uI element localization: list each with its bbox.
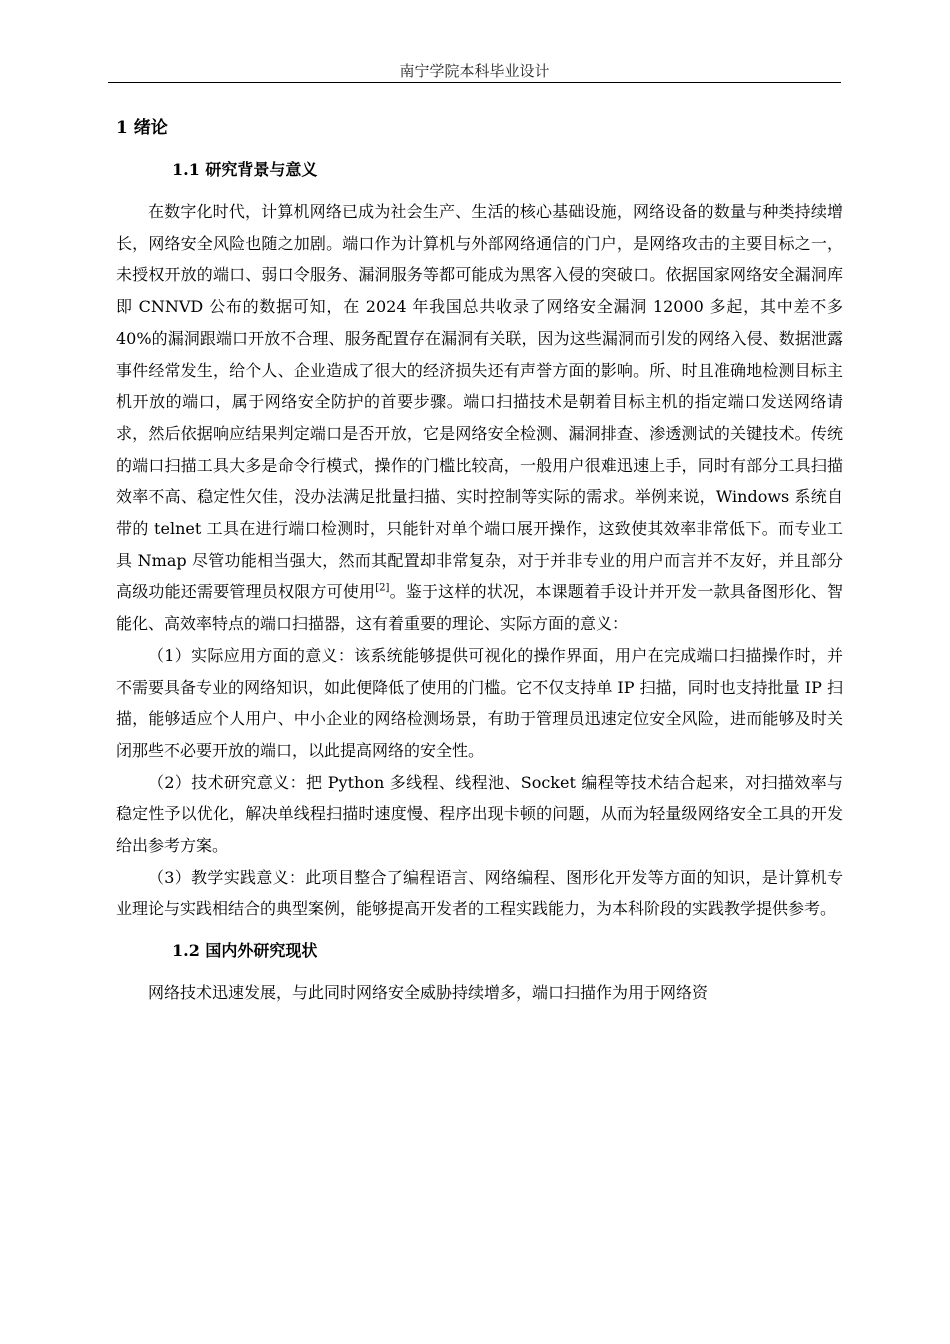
page-header-title: 南宁学院本科毕业设计 <box>399 62 550 80</box>
paragraph-significance-2: （2）技术研究意义：把 Python 多线程、线程池、Socket 编程等技术结合起来，对扫描效率与稳定性予以优化，解决单线程扫描时速度慢、程序出现卡顿的问题，从而为轻量级网络安全工具的开发给出参考方案。 <box>116 772 843 856</box>
section-spacer <box>116 925 843 939</box>
section-heading-1-2: 1.2 国内外研究现状 <box>172 941 318 961</box>
paragraph-significance-3: （3）教学实践意义：此项目整合了编程语言、网络编程、图形化开发等方面的知识，是计算机专业理论与实践相结合的典型案例，能够提高开发者的工程实践能力，为本科阶段的实践教学提供参考。 <box>116 867 843 919</box>
page-content <box>116 116 843 1009</box>
paragraph-significance-1: （1）实际应用方面的意义：该系统能够提供可视化的操作界面，用户在完成端口扫描操作时，并不需要具备专业的网络知识，如此便降低了使用的门槛。它不仅支持单 IP 扫描，同时也支持批量 IP 扫描，能够适应个人用户、中小企业的网络检测场景，有助于管理员迅速定位安全风险，进而能够及时关闭那些不必要开放的端口，以此提高网络的安全性。 <box>116 645 843 760</box>
chapter-heading: 1 绪论 <box>116 118 168 138</box>
citation-marker: [2] <box>375 583 390 595</box>
section-heading-1-1: 1.1 研究背景与意义 <box>172 160 318 179</box>
paragraph-background <box>116 196 843 640</box>
paragraph-background-text: 在数字化时代，计算机网络已成为社会生产、生活的核心基础设施，网络设备的数量与种类持续增长，网络安全风险也随之加剧。端口作为计算机与外部网络通信的门户，是网络攻击的主要目标之一，未授权开放的端口、弱口令服务、漏洞服务等都可能成为黑客入侵的突破口。依据国家网络安全漏洞库即 CNNVD 公布的数据可知，在 2024 年我国总共收录了网络安全漏洞 12000 多起，其中差不多 40%的漏洞跟端口开放不合理、服务配置存在漏洞有关联，因为这些漏洞而引发的网络入侵、数据泄露事件经常发生，给个人、企业造成了很大的经济损失还有声誉方面的影响。所、时且准确地检测目标主机开放的端口，属于网络安全防护的首要步骤。端口扫描技术是朝着目标主机的指定端口发送网络请求，然后依据响应结果判定端口是否开放，它是网络安全检测、漏洞排查、渗透测试的关键技术。传统的端口扫描工具大多是命令行模式，操作的门槛比较高，一般用户很难迅速上手，同时有部分工具扫描效率不高、稳定性欠佳，没办法满足批量扫描、实时控制等实际的需求。举例来说，Windows 系统自带的 telnet 工具在进行端口检测时，只能针对单个端口展开操作，这致使其效率非常低下。而专业工具 Nmap 尽管功能相当强大，然而其配置却非常复杂，对于并非专业的用户而言并不友好，并且部分高级功能还需要管理员权限方可使用 <box>116 202 843 602</box>
header-rule <box>108 82 841 83</box>
paragraph-research-status: 网络技术迅速发展，与此同时网络安全威胁持续增多，端口扫描作为用于网络资 <box>148 983 709 1003</box>
paragraph-background-text-end: 。鉴于这样的状况，本课题着手设计并开发一款具备图形化、智能化、高效率特点的端口扫描器，这有着重要的理论、实际方面的意义： <box>116 582 843 634</box>
